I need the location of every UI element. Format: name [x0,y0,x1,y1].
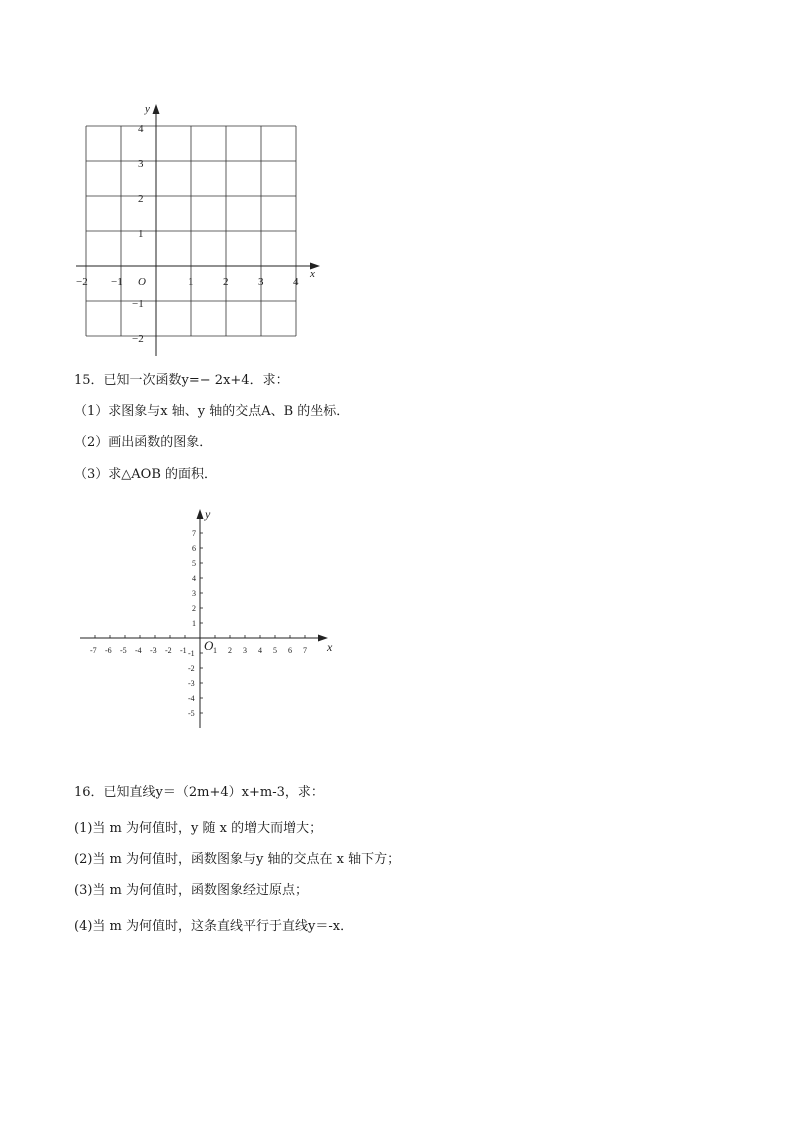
origin-label: O [138,276,146,288]
q16-stem: 16．已知直线y＝（2m+4）x+m-3，求： [74,785,324,800]
x-tick-label: -7 [90,646,97,655]
y-tick-label: 2 [138,193,144,205]
x-tick-label: 3 [258,276,264,288]
y-tick-label: −1 [132,298,144,310]
x-axis-label: x [327,640,333,654]
x-tick-label: -1 [180,646,187,655]
y-tick-label: 6 [192,544,196,553]
x-tick-label: 3 [243,646,247,655]
y-tick-label: −2 [132,333,144,345]
y-tick-label: 3 [138,158,144,170]
y-tick-label: -5 [188,709,195,718]
y-tick-label: -3 [188,679,195,688]
q16-part-2: (2)当 m 为何值时，函数图象与y 轴的交点在 x 轴下方； [74,852,401,867]
y-axis-arrow [197,509,204,519]
y-tick-label: 1 [138,228,144,240]
y-tick-label: 4 [192,574,196,583]
q15-part-2: （2）画出函数的图象． [74,435,213,450]
x-tick-label: 7 [303,646,307,655]
x-tick-label: 1 [213,646,217,655]
x-tick-label: 5 [273,646,277,655]
y-tick-label: -2 [188,664,195,673]
y-tick-label: 7 [192,529,196,538]
q15-part-3: （3）求△AOB 的面积． [74,467,218,482]
y-tick-label: 3 [192,589,196,598]
x-tick-label: 1 [188,276,194,288]
x-tick-label: 2 [228,646,232,655]
x-tick-label: -2 [165,646,172,655]
x-axis-label: x [310,268,315,280]
axes [80,509,328,728]
q15-part-1: （1）求图象与x 轴、y 轴的交点A、B 的坐标． [74,404,350,419]
y-tick-label: 5 [192,559,196,568]
x-tick-label: −2 [76,276,88,288]
x-tick-label: 2 [223,276,229,288]
x-tick-label: 6 [288,646,292,655]
x-tick-label: -6 [105,646,112,655]
y-tick-label: 2 [192,604,196,613]
axis-labels [90,507,333,718]
y-tick-label: -4 [188,694,195,703]
x-tick-label: -3 [150,646,157,655]
y-tick-label: 1 [192,619,196,628]
x-tick-label: −1 [111,276,123,288]
q16-part-3: (3)当 m 为何值时，函数图象经过原点； [74,883,309,898]
x-tick-label: 4 [293,276,299,288]
x-tick-label: -4 [135,646,142,655]
x-tick-label: 4 [258,646,262,655]
x-tick-label: -5 [120,646,127,655]
origin-label: O [204,638,214,653]
y-axis-label: y [145,103,150,115]
y-axis-label: y [205,507,211,521]
q16-part-4: (4)当 m 为何值时，这条直线平行于直线y＝-x． [74,919,354,934]
y-tick-label: -1 [188,649,195,658]
q15-stem: 15．已知一次函数y=− 2x+4．求： [74,373,289,388]
q16-part-1: (1)当 m 为何值时，y 随 x 的增大而增大； [74,821,323,836]
y-tick-label: 4 [138,123,144,135]
